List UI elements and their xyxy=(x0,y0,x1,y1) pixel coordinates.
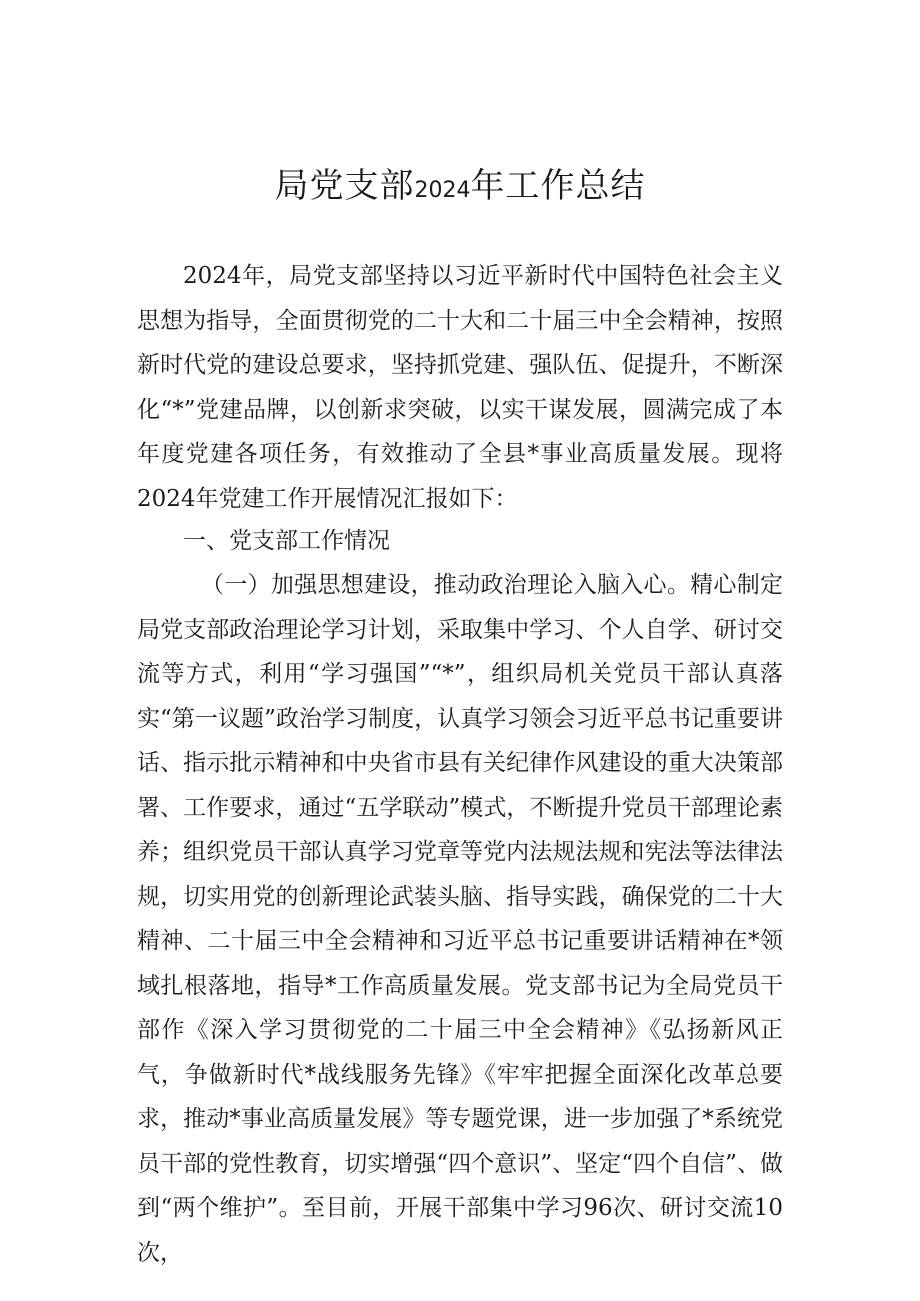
document-title xyxy=(0,162,920,215)
section-heading: 一、党支部工作情况 xyxy=(183,528,390,554)
title-suffix: 年工作总结 xyxy=(470,166,646,206)
title-year: 2024 xyxy=(414,178,471,203)
intro-paragraph: 2024年，局党支部坚持以习近平新时代中国特色社会主义思想为指导，全面贯彻党的二十大和二十届三中全会精神，按照新时代党的建设总要求，坚持抓党建、强队伍、促提升，不断深化“*”党建品牌，以创新求突破，以实干谋发展，圆满完成了本年度党建各项任务，有效推动了全县*事业高质量发展。现将2024年党建工作开展情况汇报如下： xyxy=(137,263,783,512)
title-prefix: 局党支部 xyxy=(274,166,415,206)
body-paragraph: （一）加强思想建设，推动政治理论入脑入心。精心制定局党支部政治理论学习计划，采取集中学习、个人自学、研讨交流等方式，利用“学习强国”“*”，组织局机关党员干部认真落实“第一议题”政治学习制度，认真学习领会习近平总书记重要讲话、指示批示精神和中央省市县有关纪律作风建设的重大决策部署、工作要求，通过“五学联动”模式，不断提升党员干部理论素养；组织党员干部认真学习党章等党内法规法规和宪法等法律法规，切实用党的创新理论武装头脑、指导实践，确保党的二十大精神、二十届三中全会精神和习近平总书记重要讲话精神在*领域扎根落地，指导*工作高质量发展。党支部书记为全局党员干部作《深入学习贯彻党的二十届三中全会精神》《弘扬新风正气，争做新时代*战线服务先锋》《牢牢把握全面深化改革总要求，推动*事业高质量发展》等专题党课，进一步加强了*系统党员干部的党性教育，切实增强“四个意识”、坚定“四个自信”、做到“两个维护”。至目前，开展干部集中学习96次、研讨交流10次， xyxy=(137,572,783,1266)
